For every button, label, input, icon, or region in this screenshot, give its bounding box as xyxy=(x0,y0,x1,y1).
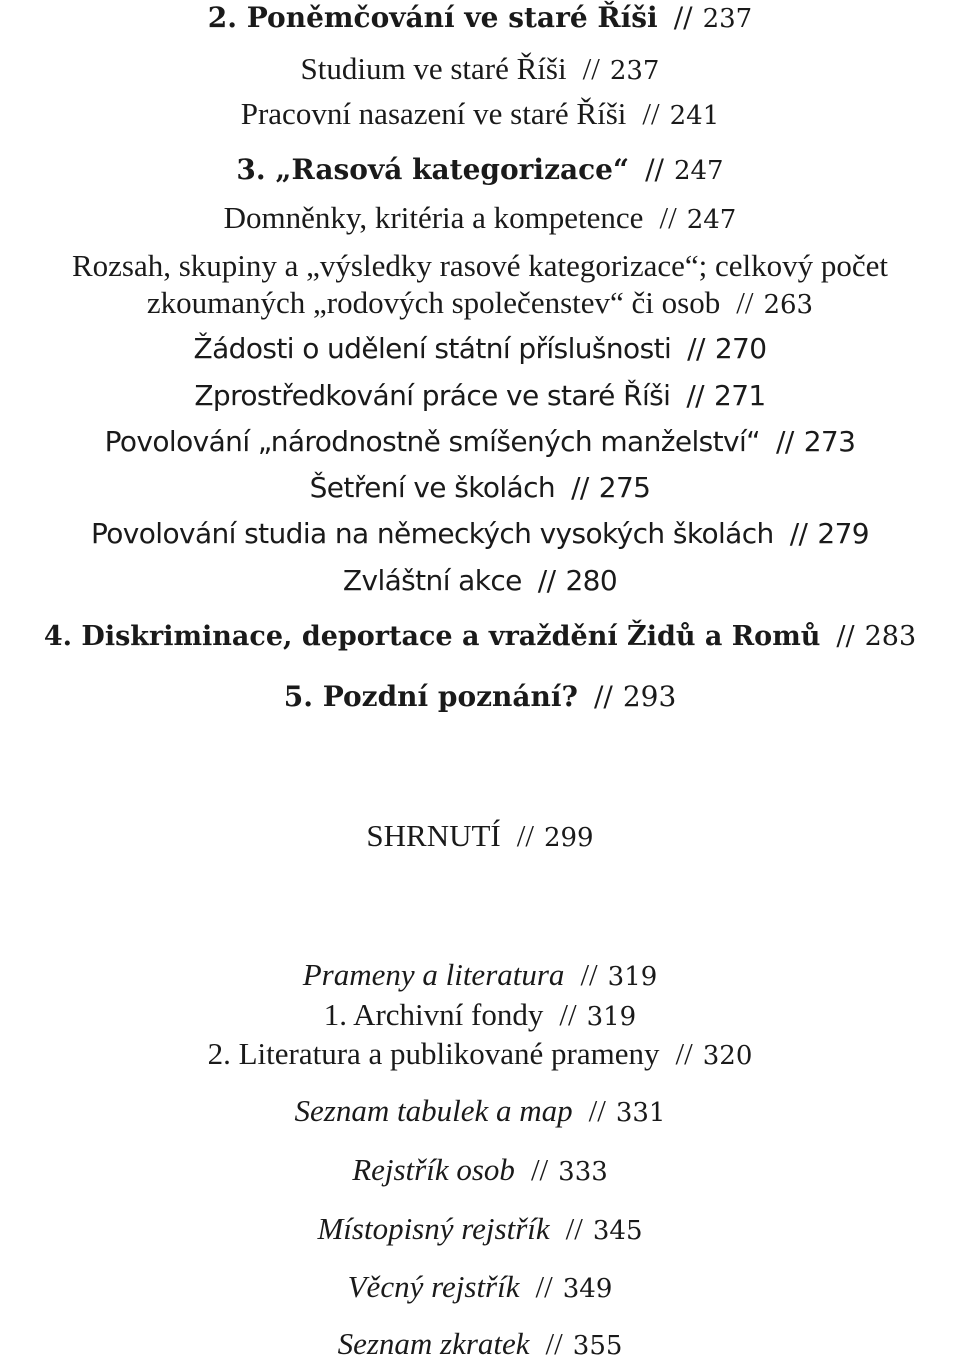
toc-page-number: 333 xyxy=(558,1157,608,1187)
toc-page-number: 319 xyxy=(607,962,658,992)
toc-page-number: 247 xyxy=(686,205,737,235)
toc-entry-title: Žádosti o udělení státní příslušnosti xyxy=(193,332,672,365)
toc-page-number: 345 xyxy=(592,1216,643,1246)
toc-entry-title: Seznam tabulek a map xyxy=(294,1093,573,1128)
toc-entry-title: Seznam zkratek xyxy=(337,1326,530,1361)
toc-entry-title: 1. Archivní fondy xyxy=(323,997,544,1032)
toc-page-number: 299 xyxy=(543,823,594,853)
toc-entry-title: Domněnky, kritéria a kompetence xyxy=(223,200,644,235)
toc-entry-sources-2[interactable] xyxy=(0,1038,960,1069)
toc-separator: // xyxy=(582,51,600,86)
toc-entry-ch3-s1[interactable] xyxy=(0,202,960,233)
toc-entry-index-subjects[interactable] xyxy=(0,1271,960,1302)
toc-separator: // xyxy=(687,332,705,365)
toc-page-number: 349 xyxy=(562,1274,613,1304)
toc-entry-title: Povolování studia na německých vysokých školách xyxy=(90,517,774,550)
toc-separator: // xyxy=(545,1326,563,1361)
toc-entry-tables[interactable] xyxy=(0,1095,960,1126)
toc-entry-ch3-s3[interactable] xyxy=(0,332,960,365)
toc-entry-ch2-s2[interactable] xyxy=(0,98,960,129)
toc-entry-ch2-s1[interactable] xyxy=(0,53,960,84)
toc-separator: // xyxy=(686,379,704,412)
toc-page-number: 273 xyxy=(803,425,856,458)
toc-entry-index-places[interactable] xyxy=(0,1213,960,1244)
toc-page-number: 247 xyxy=(673,156,724,186)
toc-entry-title: Rozsah, skupiny a „výsledky rasové kategorizace“; celkový počet xyxy=(71,248,889,283)
toc-entry-ch3[interactable] xyxy=(0,153,960,186)
toc-entry-title: 2. Literatura a publikované prameny xyxy=(207,1036,660,1071)
toc-entry-ch4[interactable] xyxy=(0,623,960,650)
toc-separator: // xyxy=(588,1093,606,1128)
toc-entry-sources-1[interactable] xyxy=(0,999,960,1030)
toc-separator: // xyxy=(673,1,693,34)
toc-entry-ch3-s6[interactable] xyxy=(0,471,960,504)
toc-page-number: 270 xyxy=(714,332,767,365)
toc-entry-title: 2. Poněmčování ve staré Říši xyxy=(207,1,658,34)
toc-entry-summary[interactable] xyxy=(0,820,960,851)
toc-page-number: 331 xyxy=(615,1098,666,1128)
toc-entry-ch3-s7[interactable] xyxy=(0,517,960,550)
toc-separator: // xyxy=(675,1036,693,1071)
toc-entry-title: Studium ve staré Říši xyxy=(300,51,567,86)
toc-entry-title: Věcný rejstřík xyxy=(347,1269,520,1304)
toc-entry-title: Prameny a literatura xyxy=(302,957,565,992)
toc-separator: // xyxy=(537,564,556,597)
toc-page-number: 271 xyxy=(713,379,766,412)
toc-entry-title: Šetření ve školách xyxy=(309,471,556,504)
toc-separator: // xyxy=(535,1269,553,1304)
toc-separator: // xyxy=(836,621,855,652)
toc-entry-title: SHRNUTÍ xyxy=(366,818,501,853)
toc-separator: // xyxy=(565,1211,583,1246)
toc-entry-ch3-s8[interactable] xyxy=(0,564,960,597)
toc-page-number: 355 xyxy=(572,1331,623,1361)
toc-entry-title: Místopisný rejstřík xyxy=(317,1211,550,1246)
toc-entry-title: 3. „Rasová kategorizace“ xyxy=(236,153,630,186)
toc-separator: // xyxy=(571,471,589,504)
toc-page-number: 279 xyxy=(817,517,870,550)
toc-page-number: 319 xyxy=(586,1002,637,1032)
toc-entry-abbreviations[interactable] xyxy=(0,1328,960,1359)
toc-entry-ch2[interactable] xyxy=(0,1,960,34)
toc-entry-title: Povolování „národnostně smíšených manželství“ xyxy=(104,425,761,458)
toc-entry-title: Zvláštní akce xyxy=(342,564,522,597)
toc-page-number: 241 xyxy=(669,101,720,131)
toc-page-number: 320 xyxy=(702,1041,753,1071)
toc-entry-ch3-s2-line1[interactable] xyxy=(0,250,960,281)
toc-entry-ch3-s5[interactable] xyxy=(0,425,960,458)
toc-entry-title: 4. Diskriminace, deportace a vraždění Židů a Romů xyxy=(43,621,821,652)
toc-separator: // xyxy=(593,680,613,713)
toc-separator: // xyxy=(559,997,577,1032)
toc-separator: // xyxy=(516,818,534,853)
toc-entry-title: Rejstřík osob xyxy=(352,1152,515,1187)
toc-entry-ch3-s2-line2[interactable] xyxy=(0,287,960,318)
toc-entry-sources[interactable] xyxy=(0,959,960,990)
toc-page-number: 283 xyxy=(864,621,917,652)
toc-page-number: 263 xyxy=(763,290,814,320)
toc-separator: // xyxy=(736,285,754,320)
toc-separator: // xyxy=(659,200,677,235)
toc-entry-ch3-s4[interactable] xyxy=(0,379,960,412)
toc-entry-title: 5. Pozdní poznání? xyxy=(283,680,578,713)
toc-page-number: 293 xyxy=(622,680,677,713)
toc-separator: // xyxy=(530,1152,549,1187)
toc-entry-title: Zprostředkování práce ve staré Říši xyxy=(194,379,671,412)
toc-page-number: 275 xyxy=(598,471,651,504)
toc-separator: // xyxy=(645,153,664,186)
toc-page-number: 237 xyxy=(702,4,753,34)
toc-entry-ch5[interactable] xyxy=(0,680,960,713)
toc-entry-title: Pracovní nasazení ve staré Říši xyxy=(240,96,627,131)
toc-separator: // xyxy=(580,957,598,992)
toc-separator: // xyxy=(789,517,808,550)
toc-entry-index-persons[interactable] xyxy=(0,1154,960,1185)
toc-page-number: 237 xyxy=(609,56,660,86)
toc-entry-title: zkoumaných „rodových společenstev“ či osob xyxy=(146,285,721,320)
toc-separator: // xyxy=(776,425,794,458)
toc-separator: // xyxy=(642,96,660,131)
toc-page-number: 280 xyxy=(565,564,618,597)
